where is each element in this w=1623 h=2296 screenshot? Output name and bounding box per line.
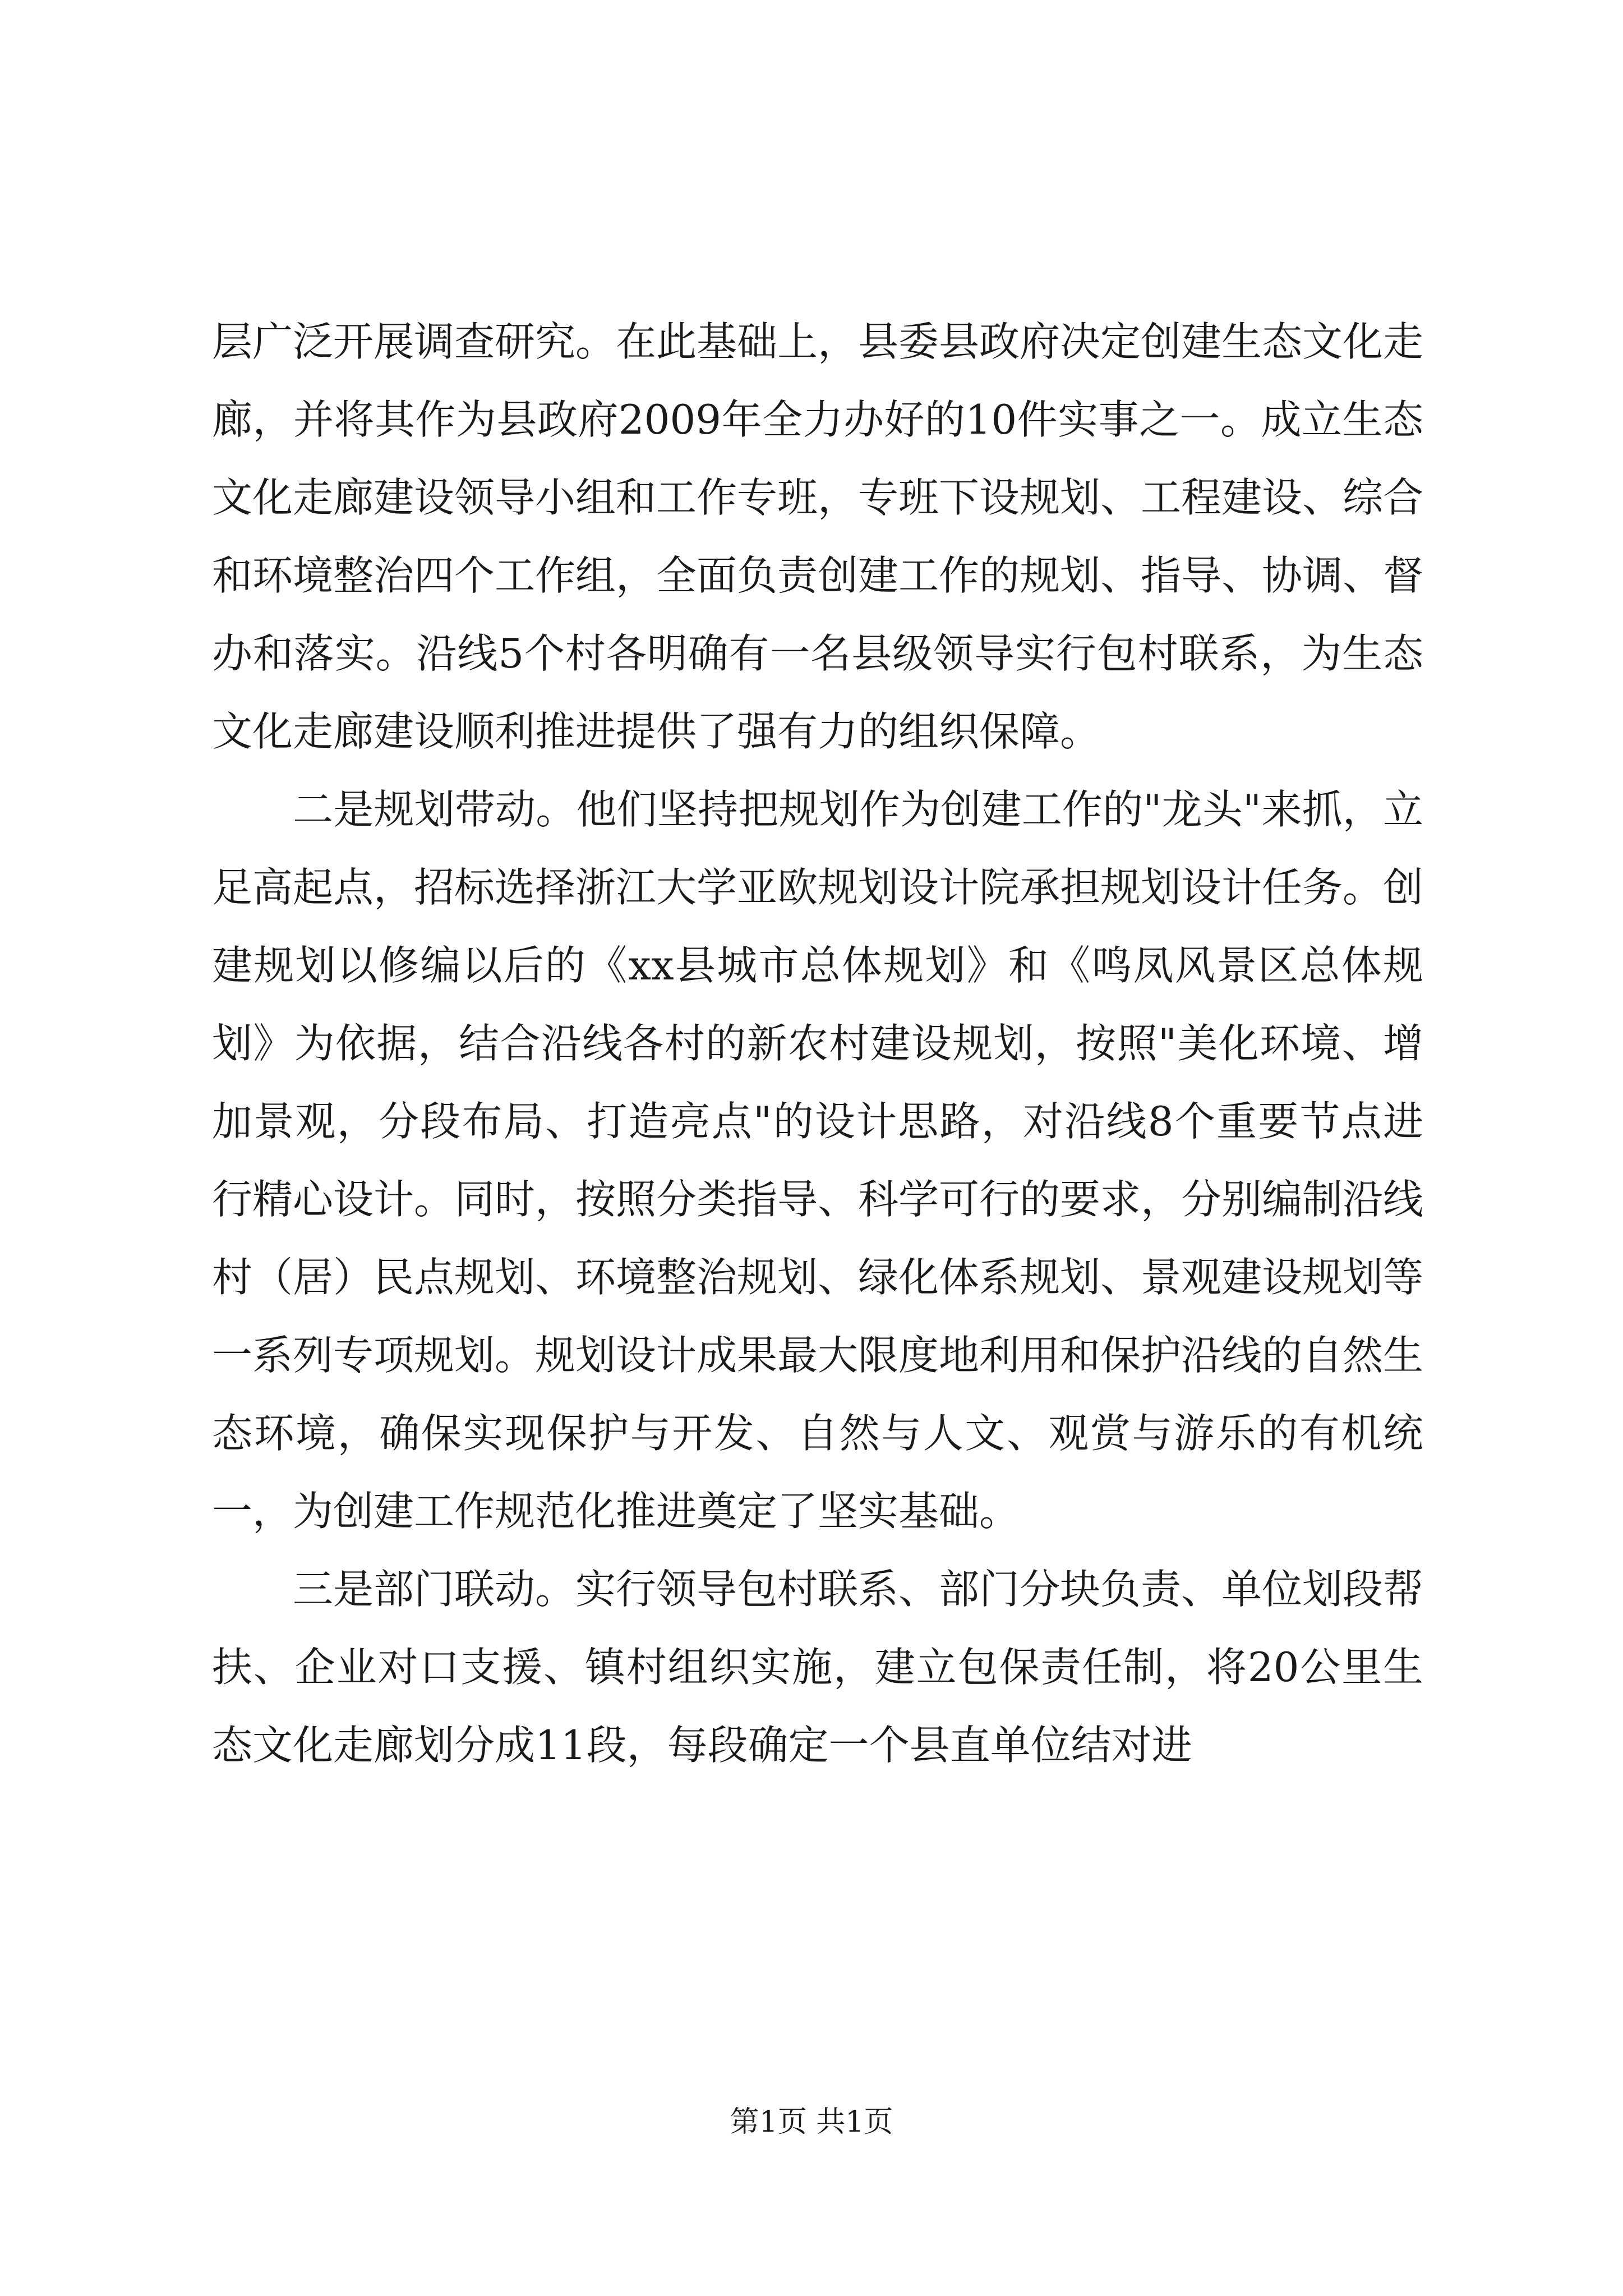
- paragraph-departments: 三是部门联动。实行领导包村联系、部门分块负责、单位划段帮扶、企业对口支援、镇村组织实施，建立包保责任制，将20公里生态文化走廊划分成11段，每段确定一个县直单位结对进: [212, 1566, 1424, 1769]
- paragraph-planning: 二是规划带动。他们坚持把规划作为创建工作的"龙头"来抓，立足高起点，招标选择浙江大学亚欧规划设计院承担规划设计任务。创建规划以修编以后的《xx县城市总体规划》和《鸣凤风景区总体规划》为依据，结合沿线各村的新农村建设规划，按照"美化环境、增加景观，分段布局、打造亮点"的设计思路，对沿线8个重要节点进行精心设计。同时，按照分类指导、科学可行的要求，分别编制沿线村（居）民点规划、环境整治规划、绿化体系规划、景观建设规划等一系列专项规划。规划设计成果最大限度地利用和保护沿线的自然生态环境，确保实现保护与开发、自然与人文、观赏与游乐的有机统一，为创建工作规范化推进奠定了坚实基础。: [212, 786, 1424, 1535]
- paragraph-continuation: 层广泛开展调查研究。在此基础上，县委县政府决定创建生态文化走廊，并将其作为县政府2009年全力办好的10件实事之一。成立生态文化走廊建设领导小组和工作专班，专班下设规划、工程建设、综合和环境整治四个工作组，全面负责创建工作的规划、指导、协调、督办和落实。沿线5个村各明确有一名县级领导实行包村联系，为生态文化走廊建设顺利推进提供了强有力的组织保障。: [212, 318, 1424, 755]
- page-number-footer: 第1页 共1页: [730, 2105, 893, 2139]
- document-body: [212, 303, 1423, 1784]
